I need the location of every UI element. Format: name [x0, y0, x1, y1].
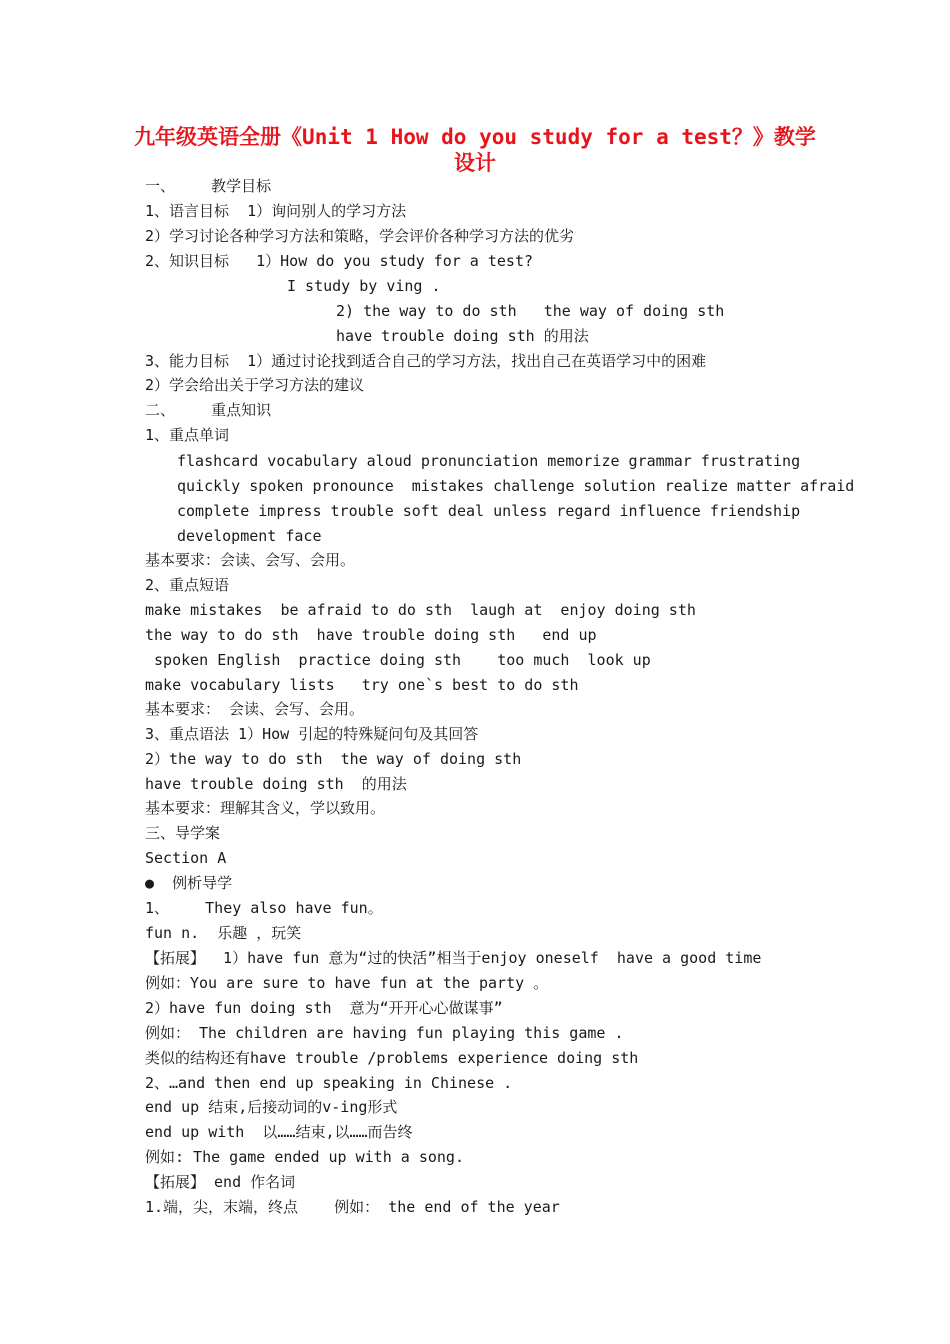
- text-line: 基本要求： 会读、会写、会用。: [145, 700, 365, 718]
- text-line: 例如: The game ended up with a song.: [145, 1148, 464, 1166]
- text-line: 1、语言目标 1）询问别人的学习方法: [145, 202, 407, 220]
- text-line: 例如：You are sure to have fun at the party 。: [145, 974, 549, 992]
- vocabulary-line: complete impress trouble soft deal unless regard influence friendship: [177, 502, 801, 520]
- vocabulary-line: flashcard vocabulary aloud pronunciation memorize grammar frustrating: [177, 452, 801, 470]
- text-line: 类似的结构还有have trouble /problems experience doing sth: [145, 1049, 639, 1067]
- text-line: 基本要求：会读、会写、会用。: [145, 551, 356, 569]
- text-line: 【拓展】 1）have fun 意为“过的快活”相当于enjoy oneself have a good time: [145, 949, 762, 967]
- text-line: 2）the way to do sth the way of doing sth: [145, 750, 522, 768]
- document-title-line-2: 设计: [454, 151, 496, 175]
- phrase-line: make mistakes be afraid to do sth laugh at enjoy doing sth: [145, 601, 696, 619]
- text-line: end up with 以……结束,以……而告终: [145, 1123, 413, 1141]
- phrase-line: make vocabulary lists try one`s best to do sth: [145, 676, 579, 694]
- text-line: 3、重点语法 1）How 引起的特殊疑问句及其回答: [145, 725, 479, 743]
- text-line: 2、知识目标 1）How do you study for a test?: [145, 252, 534, 270]
- text-line: 2）学会给出关于学习方法的建议: [145, 376, 365, 394]
- phrase-line: the way to do sth have trouble doing sth end up: [145, 626, 597, 644]
- text-line: 2) the way to do sth the way of doing sth: [336, 302, 725, 320]
- vocabulary-line: quickly spoken pronounce mistakes challenge solution realize matter afraid: [177, 477, 855, 495]
- section-heading: 三、导学案: [145, 824, 221, 842]
- text-line: have trouble doing sth 的用法: [145, 775, 407, 793]
- text-line: 3、能力目标 1）通过讨论找到适合自己的学习方法，找出自己在英语学习中的困难: [145, 352, 707, 370]
- text-line: 2、…and then end up speaking in Chinese .: [145, 1074, 513, 1092]
- text-line: fun n. 乐趣 ，玩笑: [145, 924, 302, 942]
- text-line: 基本要求：理解其含义，学以致用。: [145, 799, 386, 817]
- text-line: 1、重点单词: [145, 426, 230, 444]
- text-line: 【拓展】 end 作名词: [145, 1173, 296, 1191]
- text-line: 2）学习讨论各种学习方法和策略，学会评价各种学习方法的优劣: [145, 227, 575, 245]
- text-line: end up 结束,后接动词的v-ing形式: [145, 1098, 398, 1116]
- text-line: 1、 They also have fun。: [145, 899, 383, 917]
- section-heading: 二、 重点知识: [145, 401, 272, 419]
- text-line: have trouble doing sth 的用法: [336, 327, 589, 345]
- text-line: 1.端，尖，末端，终点 例如： the end of the year: [145, 1198, 560, 1216]
- vocabulary-line: development face: [177, 527, 322, 545]
- text-line: Section A: [145, 849, 227, 867]
- text-line: 例如： The children are having fun playing this game .: [145, 1024, 624, 1042]
- document-title-line-1: 九年级英语全册《Unit 1 How do you study for a test？》教学: [134, 125, 816, 149]
- text-line: ● 例析导学: [145, 874, 233, 892]
- text-line: 2）have fun doing sth 意为“开开心心做谋事”: [145, 999, 503, 1017]
- phrase-line: spoken English practice doing sth too much look up: [145, 651, 651, 669]
- section-heading: 一、 教学目标: [145, 177, 272, 195]
- text-line: I study by ving .: [287, 277, 441, 295]
- text-line: 2、重点短语: [145, 576, 230, 594]
